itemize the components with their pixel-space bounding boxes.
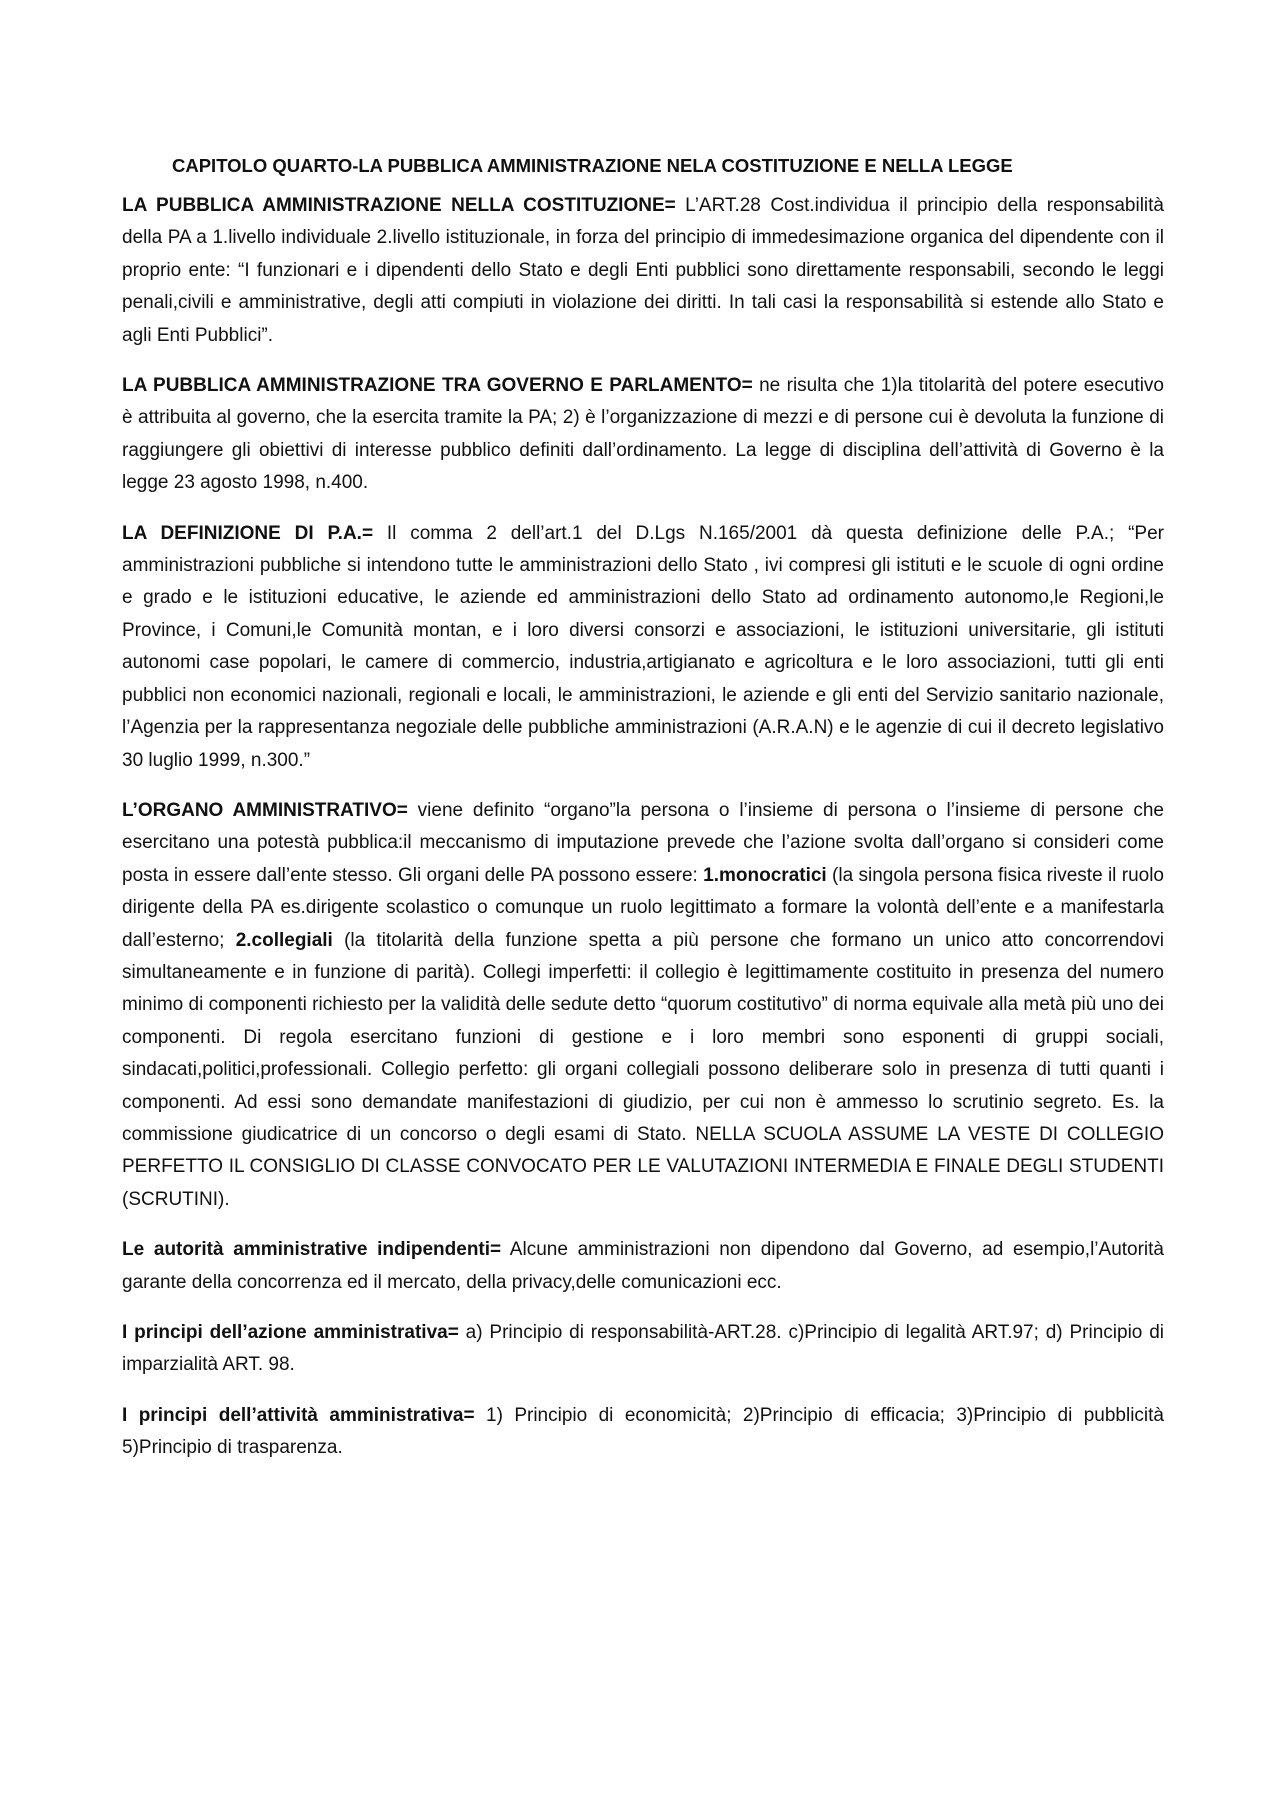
section-body: a) Principio di responsabilità-ART.28. c)Principio di legalità ART.97; d) Principio di imparzialità ART. 98. — [122, 1322, 1164, 1376]
bold-term-collegiali: 2.collegiali — [235, 929, 333, 951]
section-heading: I principi dell’azione amministrativa= — [122, 1322, 459, 1343]
section-body-part: (la titolarità della funzione spetta a più persone che formano un unico atto concorrendovi simultaneamente e in funzione di parità). Collegi imperfetti: il collegio è legittimamente costituito in presenza del numero minimo di componenti richiesto per la validità delle sedute detto “quorum costitutivo” di norma equivale alla metà più uno dei componenti. Di regola esercitano funzioni di gestione e i loro membri sono esponenti di gruppi sociali, sindacati,politici,professionali. Collegio perfetto: gli organi collegiali possono deliberare solo in presenza di tutti quanti i componenti. Ad essi sono demandate manifestazioni di giudizio, per cui non è ammesso lo scrutinio segreto. Es. la commissione giudicatrice di un concorso o degli esami di Stato. NELLA SCUOLA ASSUME LA VESTE DI COLLEGIO PERFETTO IL CONSIGLIO DI CLASSE CONVOCATO PER LE VALUTAZIONI INTERMEDIA E FINALE DEGLI STUDENTI (SCRUTINI). — [122, 929, 1164, 1210]
section-heading: Le autorità amministrative indipendenti= — [122, 1239, 502, 1261]
section-heading: LA PUBBLICA AMMINISTRAZIONE TRA GOVERNO E PARLAMENTO= — [122, 375, 753, 397]
section-principi-azione — [122, 1317, 1164, 1382]
section-heading: LA DEFINIZIONE DI P.A.= — [122, 522, 374, 544]
section-body: ne risulta che 1)la titolarità del potere esecutivo è attribuita al governo, che la esercita tramite la PA; 2) è l’organizzazione di mezzi e di persone cui è devoluta la funzione di raggiungere gli obiettivi di interesse pubblico definiti dall’ordinamento. La legge di disciplina dell’attività di Governo è la legge 23 agosto 1998, n.400. — [122, 375, 1165, 494]
document-page — [122, 150, 1164, 1483]
section-organo-amministrativo — [122, 795, 1164, 1216]
section-principi-attivita — [122, 1400, 1164, 1465]
section-body-part: viene definito “organo”la persona o l’insieme di persona o l’insieme di persone che esercitano una potestà pubblica:il meccanismo di imputazione prevede che l’azione svolta dall’organo si consideri come posta in essere dall’ente stesso. Gli organi delle PA possono essere: — [122, 799, 1164, 886]
section-governo-parlamento — [122, 370, 1164, 500]
section-body: Il comma 2 dell’art.1 del D.Lgs N.165/2001 dà questa definizione delle P.A.; “Per amministrazioni pubbliche si intendono tutte le amministrazioni dello Stato , ivi compresi gli istituti e le scuole di ogni ordine e grado e le istituzioni educative, le aziende ed amministrazioni dello Stato ad ordinamento autonomo,le Regioni,le Province, i Comuni,le Comunità montan, e i loro diversi consorzi e associazioni, le istituzioni universitarie, gli istituti autonomi case popolari, le camere di commercio, industria,artigianato e agricoltura e le loro associazioni, tutti gli enti pubblici non economici nazionali, regionali e locali, le amministrazioni, le aziende e gli enti del Servizio sanitario nazionale, l’Agenzia per la rappresentanza negoziale delle pubbliche amministrazioni (A.R.A.N) e le agenzie di cui il decreto legislativo 30 luglio 1999, n.300.” — [122, 522, 1164, 771]
section-body: Alcune amministrazioni non dipendono dal Governo, ad esempio,l’Autorità garante della concorrenza ed il mercato, della privacy,delle comunicazioni ecc. — [122, 1239, 1165, 1293]
section-autorita-indipendenti — [122, 1234, 1164, 1299]
section-heading: LA PUBBLICA AMMINISTRAZIONE NELLA COSTITUZIONE= — [122, 195, 676, 216]
section-definizione-pa — [122, 518, 1164, 777]
bold-term-monocratici: 1.monocratici — [703, 864, 827, 886]
section-body: 1) Principio di economicità; 2)Principio di efficacia; 3)Principio di pubblicità 5)Principio di trasparenza. — [122, 1404, 1164, 1459]
section-heading: I principi dell’attività amministrativa= — [122, 1404, 475, 1426]
section-body-part: (la singola persona fisica riveste il ruolo dirigente della PA es.dirigente scolastico o comunque un ruolo legittimato a formare la volontà dell’ente e a manifestarla dall’esterno; — [122, 864, 1164, 951]
section-body: L’ART.28 Cost.individua il principio della responsabilità della PA a 1.livello individuale 2.livello istituzionale, in forza del principio di immedesimazione organica del dipendente con il proprio ente: “I funzionari e i dipendenti dello Stato e degli Enti pubblici sono direttamente responsabili, secondo le leggi penali,civili e amministrative, degli atti compiuti in violazione dei diritti. In tali casi la responsabilità si estende allo Stato e agli Enti Pubblici”. — [122, 195, 1164, 346]
section-costituzione — [122, 190, 1164, 352]
section-heading: L’ORGANO AMMINISTRATIVO= — [122, 799, 408, 821]
document-title: CAPITOLO QUARTO-LA PUBBLICA AMMINISTRAZIONE NELA COSTITUZIONE E NELLA LEGGE — [172, 155, 1013, 176]
